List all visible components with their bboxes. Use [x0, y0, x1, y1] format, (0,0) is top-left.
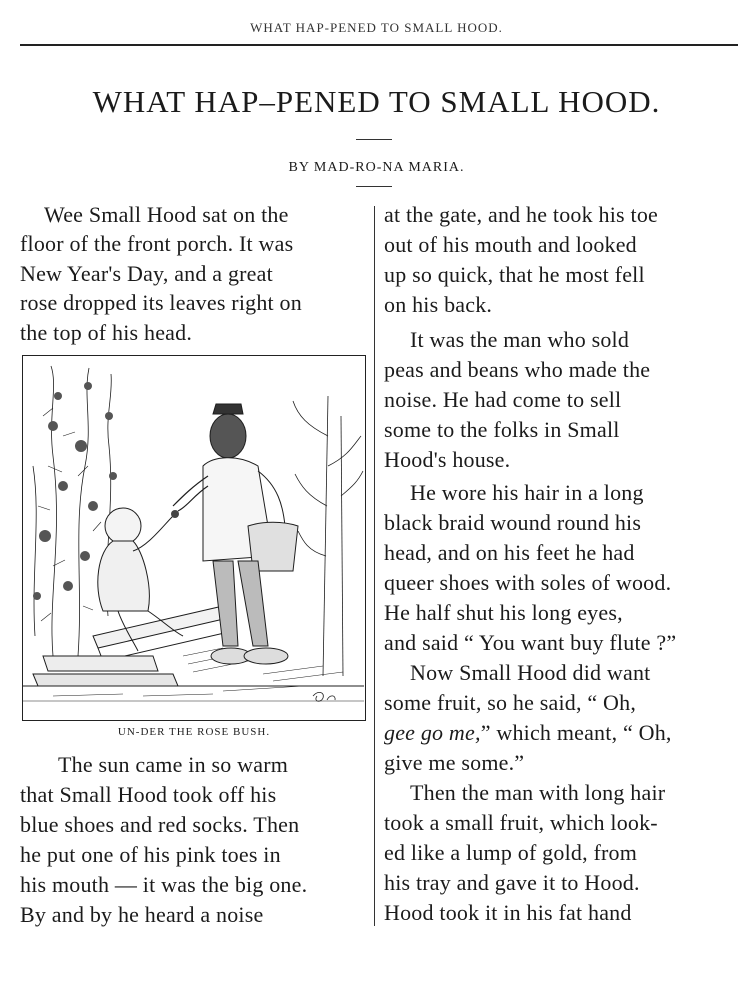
right-p3-line-4: queer shoes with soles of wood.	[384, 570, 672, 595]
illustration	[22, 355, 366, 721]
right-p2-line-2: peas and beans who made the	[384, 357, 651, 382]
right-p5-line-1: Then the man with long hair	[410, 780, 666, 805]
right-p5-line-3: ed like a lump of gold, from	[384, 840, 638, 865]
byline-rule	[356, 186, 392, 187]
header-rule	[20, 44, 738, 46]
right-p1-line-2: out of his mouth and looked	[384, 232, 637, 257]
left-p2-line-2: that Small Hood took off his	[20, 782, 277, 807]
rose-bush-engraving	[23, 356, 364, 719]
right-p4-line-2: some fruit, so he said, “ Oh,	[384, 690, 637, 715]
right-p5-line-2: took a small fruit, which look-	[384, 810, 658, 835]
right-p1-line-3: up so quick, that he most fell	[384, 262, 645, 287]
left-p1-line-5: the top of his head.	[20, 320, 193, 345]
left-p2-line-5: his mouth — it was the big one.	[20, 872, 308, 897]
right-p2-line-1: It was the man who sold	[410, 327, 630, 352]
right-p2-line-3: noise. He had come to sell	[384, 387, 622, 412]
left-p1-line-1: Wee Small Hood sat on the	[44, 202, 289, 227]
byline: BY MAD-RO-NA MARIA.	[288, 160, 465, 175]
right-p4-line-3-rest: ” which meant, “ Oh,	[480, 720, 672, 745]
right-p4-line-3	[384, 718, 672, 748]
left-p2-line-3: blue shoes and red socks. Then	[20, 812, 300, 837]
right-p1-line-1: at the gate, and he took his toe	[384, 202, 658, 227]
left-p2-line-6: By and by he heard a noise	[20, 902, 264, 927]
left-p2-line-1: The sun came in so warm	[58, 752, 289, 777]
left-p1-line-4: rose dropped its leaves right on	[20, 290, 302, 315]
illustration-caption: UN-DER THE ROSE BUSH.	[117, 726, 271, 738]
right-p3-line-2: black braid wound round his	[384, 510, 642, 535]
right-p5-line-4: his tray and gave it to Hood.	[384, 870, 640, 895]
left-p2-line-4: he put one of his pink toes in	[20, 842, 281, 867]
right-p3-line-5: He half shut his long eyes,	[384, 600, 623, 625]
left-p1-line-3: New Year's Day, and a great	[20, 261, 273, 286]
right-p3-line-1: He wore his hair in a long	[410, 480, 644, 505]
right-p4-line-4: give me some.”	[384, 750, 525, 775]
right-p3-line-6: and said “ You want buy flute ?”	[384, 630, 677, 655]
quoted-phrase: gee go me,	[384, 720, 481, 745]
article-title: WHAT HAP–PENED TO SMALL HOOD.	[92, 84, 661, 119]
column-divider	[374, 206, 375, 926]
title-rule	[356, 139, 392, 140]
right-p1-line-4: on his back.	[384, 292, 493, 317]
left-p1-line-2: floor of the front porch. It was	[20, 231, 294, 256]
right-p3-line-3: head, and on his feet he had	[384, 540, 635, 565]
right-p4-line-1: Now Small Hood did want	[410, 660, 651, 685]
right-p2-line-5: Hood's house.	[384, 447, 511, 472]
right-p5-line-5: Hood took it in his fat hand	[384, 900, 632, 925]
running-head: WHAT HAP-PENED TO SMALL HOOD.	[250, 20, 503, 35]
right-p2-line-4: some to the folks in Small	[384, 417, 620, 442]
